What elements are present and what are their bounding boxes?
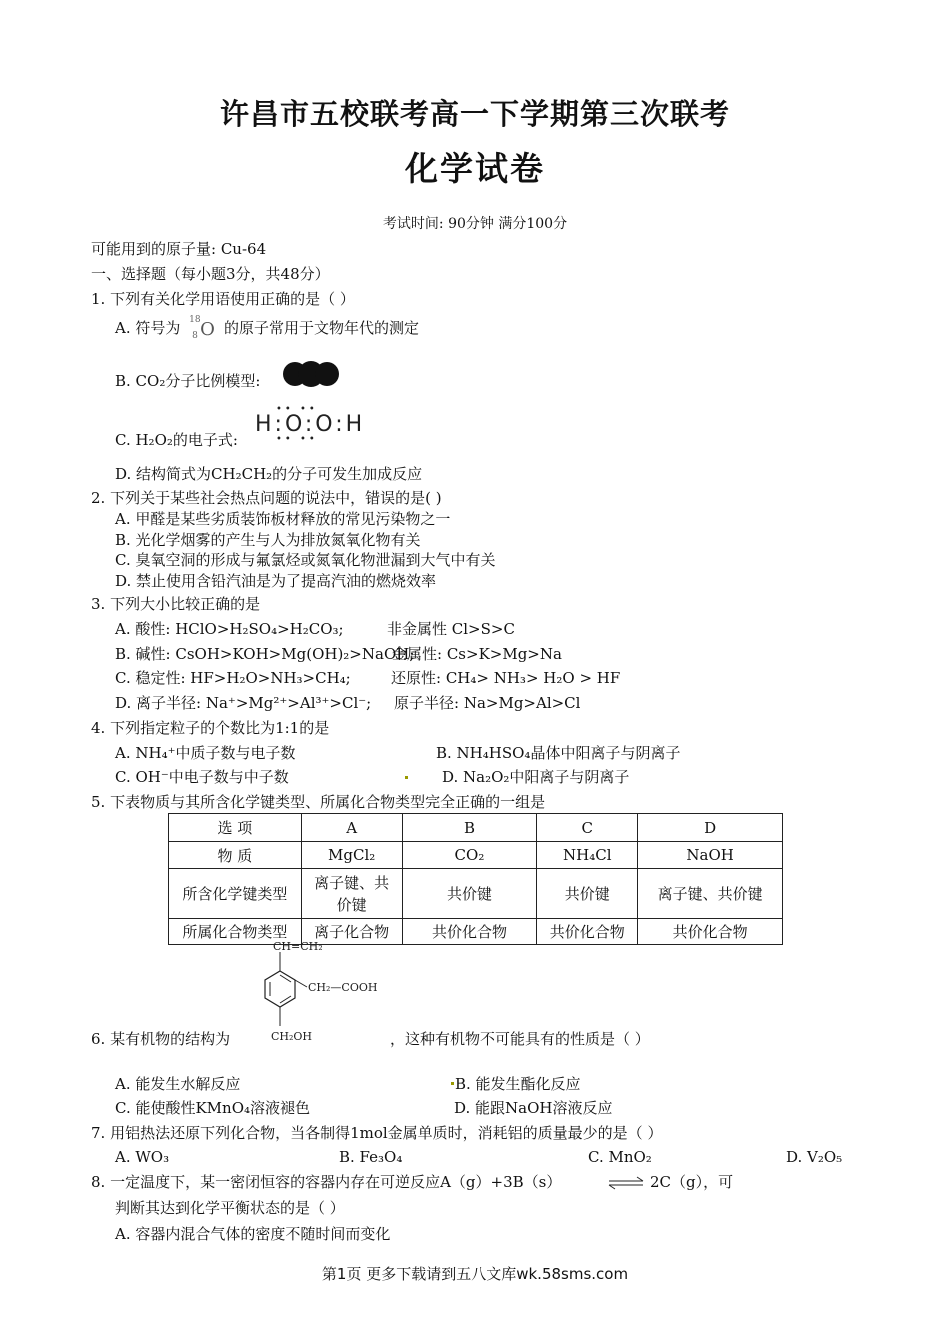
q1-option-d: D. 结构简式为CH₂CH₂的分子可发生加成反应 bbox=[115, 465, 423, 483]
q2-stem: 2. 下列关于某些社会热点问题的说法中，错误的是( ) bbox=[91, 489, 442, 507]
isotope-element: O bbox=[200, 319, 215, 340]
table-cell: D bbox=[638, 814, 783, 842]
electron-dots-top: •• •• bbox=[276, 404, 318, 415]
q7-option-a: A. WO₃ bbox=[115, 1148, 170, 1166]
co2-space-filling-model bbox=[283, 361, 339, 387]
q5-stem: 5. 下表物质与其所含化学键类型、所属化合物类型完全正确的一组是 bbox=[91, 793, 546, 811]
oxygen-isotope-symbol bbox=[185, 317, 213, 343]
table-cell: 离子化合物 bbox=[301, 919, 402, 945]
q8-option-a: A. 容器内混合气体的密度不随时间而变化 bbox=[115, 1225, 391, 1243]
table-cell: 选 项 bbox=[169, 814, 302, 842]
table-cell: 所属化合物类型 bbox=[169, 919, 302, 945]
table-cell: 共价化合物 bbox=[537, 919, 638, 945]
q7-option-c: C. MnO₂ bbox=[588, 1148, 652, 1166]
electron-dots-bottom: •• •• bbox=[276, 434, 318, 445]
q7-option-b: B. Fe₃O₄ bbox=[339, 1148, 403, 1166]
table-cell: MgCl₂ bbox=[301, 842, 402, 869]
q5-table bbox=[168, 813, 783, 945]
q2-option-d: D. 禁止使用含铅汽油是为了提高汽油的燃烧效率 bbox=[115, 572, 437, 590]
table-cell: 共价化合物 bbox=[638, 919, 783, 945]
organic-structure-diagram bbox=[245, 940, 405, 1052]
isotope-mass-number: 18 bbox=[189, 315, 201, 325]
exam-subtitle: 化学试卷 bbox=[405, 149, 545, 188]
q1-option-b: B. CO₂分子比例模型: bbox=[115, 372, 261, 390]
table-cell: 离子键、共价键 bbox=[638, 869, 783, 919]
exam-title: 许昌市五校联考高一下学期第三次联考 bbox=[219, 97, 730, 131]
table-row bbox=[169, 814, 783, 842]
q1-option-c: C. H₂O₂的电子式: bbox=[115, 431, 238, 449]
q4-stem: 4. 下列指定粒子的个数比为1:1的是 bbox=[91, 719, 330, 737]
q8-stem-line1-pre: 8. 一定温度下，某一密闭恒容的容器内存在可逆反应A（g）+3B（s） bbox=[91, 1173, 562, 1191]
q4-option-b: B. NH₄HSO₄晶体中阳离子与阴离子 bbox=[436, 744, 681, 762]
table-row bbox=[169, 842, 783, 869]
q1-option-a bbox=[115, 317, 419, 343]
q4-option-c: C. OH⁻中电子数与中子数 bbox=[115, 768, 289, 786]
table-cell: NH₄Cl bbox=[537, 842, 638, 869]
q3-option-b-left: B. 碱性: CsOH>KOH>Mg(OH)₂>NaOH; bbox=[115, 645, 415, 663]
q3-option-d-left: D. 离子半径: Na⁺>Mg²⁺>Al³⁺>Cl⁻; bbox=[115, 694, 372, 712]
table-cell: CO₂ bbox=[402, 842, 537, 869]
q7-option-d: D. V₂O₅ bbox=[786, 1148, 843, 1166]
table-cell: NaOH bbox=[638, 842, 783, 869]
exam-info: 考试时间: 90分钟 满分100分 bbox=[382, 216, 568, 232]
h2o2-electron-formula: H:O:O:H bbox=[255, 412, 366, 437]
scan-mark bbox=[405, 776, 408, 779]
table-cell: B bbox=[402, 814, 537, 842]
q3-stem: 3. 下列大小比较正确的是 bbox=[91, 595, 261, 613]
q6-option-d: D. 能跟NaOH溶液反应 bbox=[454, 1099, 613, 1117]
q4-option-a: A. NH₄⁺中质子数与电子数 bbox=[115, 744, 296, 762]
q3-option-a-right: 非金属性 Cl>S>C bbox=[387, 620, 515, 638]
oxygen-atom-ball bbox=[315, 362, 339, 386]
q8-stem-line2: 判断其达到化学平衡状态的是（ ） bbox=[115, 1199, 345, 1217]
q8-stem-line1-post: 2C（g），可 bbox=[650, 1173, 734, 1191]
table-cell: 离子键、共价键 bbox=[301, 869, 402, 919]
q6-option-c: C. 能使酸性KMnO₄溶液褪色 bbox=[115, 1099, 311, 1117]
q2-option-a: A. 甲醛是某些劣质装饰板材释放的常见污染物之一 bbox=[115, 510, 451, 528]
bond-line bbox=[295, 980, 307, 987]
table-cell: 共价化合物 bbox=[402, 919, 537, 945]
q6-option-b: B. 能发生酯化反应 bbox=[455, 1075, 581, 1093]
q6-stem-pre: 6. 某有机物的结构为 bbox=[91, 1030, 231, 1048]
q1-option-a-pre: A. 符号为 bbox=[115, 319, 181, 337]
acetic-acid-group-label: CH₂—COOH bbox=[308, 981, 378, 994]
section-heading: 一、选择题（每小题3分，共48分） bbox=[91, 265, 330, 283]
q4-option-d: D. Na₂O₂中阳离子与阴离子 bbox=[442, 768, 630, 786]
reversible-arrow-icon bbox=[608, 1176, 644, 1190]
q3-option-a-left: A. 酸性: HClO>H₂SO₄>H₂CO₃; bbox=[115, 620, 344, 638]
q1-option-a-post: 的原子常用于文物年代的测定 bbox=[223, 319, 419, 337]
table-cell: A bbox=[301, 814, 402, 842]
q1-stem: 1. 下列有关化学用语使用正确的是（ ） bbox=[91, 290, 355, 308]
q3-option-c-right: 还原性: CH₄> NH₃> H₂O > HF bbox=[391, 669, 621, 687]
q6-stem-post: ，这种有机物不可能具有的性质是（ ） bbox=[390, 1030, 650, 1048]
q3-option-d-right: 原子半径: Na>Mg>Al>Cl bbox=[394, 694, 581, 712]
q7-stem: 7. 用铝热法还原下列化合物，当各制得1mol金属单质时，消耗铝的质量最少的是（ ） bbox=[91, 1124, 663, 1142]
table-cell: 所含化学键类型 bbox=[169, 869, 302, 919]
vinyl-group-label: CH=CH₂ bbox=[273, 940, 323, 953]
table-row bbox=[169, 869, 783, 919]
hydroxymethyl-group-label: CH₂OH bbox=[271, 1030, 313, 1043]
table-cell: C bbox=[537, 814, 638, 842]
q3-option-c-left: C. 稳定性: HF>H₂O>NH₃>CH₄; bbox=[115, 669, 351, 687]
page-footer: 第1页 更多下载请到五八文库wk.58sms.com bbox=[321, 1265, 629, 1283]
table-cell: 共价键 bbox=[402, 869, 537, 919]
scan-mark bbox=[451, 1082, 454, 1085]
q6-option-a: A. 能发生水解反应 bbox=[115, 1075, 241, 1093]
atomic-mass-note: 可能用到的原子量: Cu-64 bbox=[91, 240, 267, 258]
table-cell: 物 质 bbox=[169, 842, 302, 869]
q2-option-c: C. 臭氧空洞的形成与氟氯烃或氮氧化物泄漏到大气中有关 bbox=[115, 551, 496, 569]
isotope-atomic-number: 8 bbox=[192, 331, 198, 341]
table-cell: 共价键 bbox=[537, 869, 638, 919]
q2-option-b: B. 光化学烟雾的产生与人为排放氮氧化物有关 bbox=[115, 531, 421, 549]
q3-option-b-right: 金属性: Cs>K>Mg>Na bbox=[392, 645, 562, 663]
